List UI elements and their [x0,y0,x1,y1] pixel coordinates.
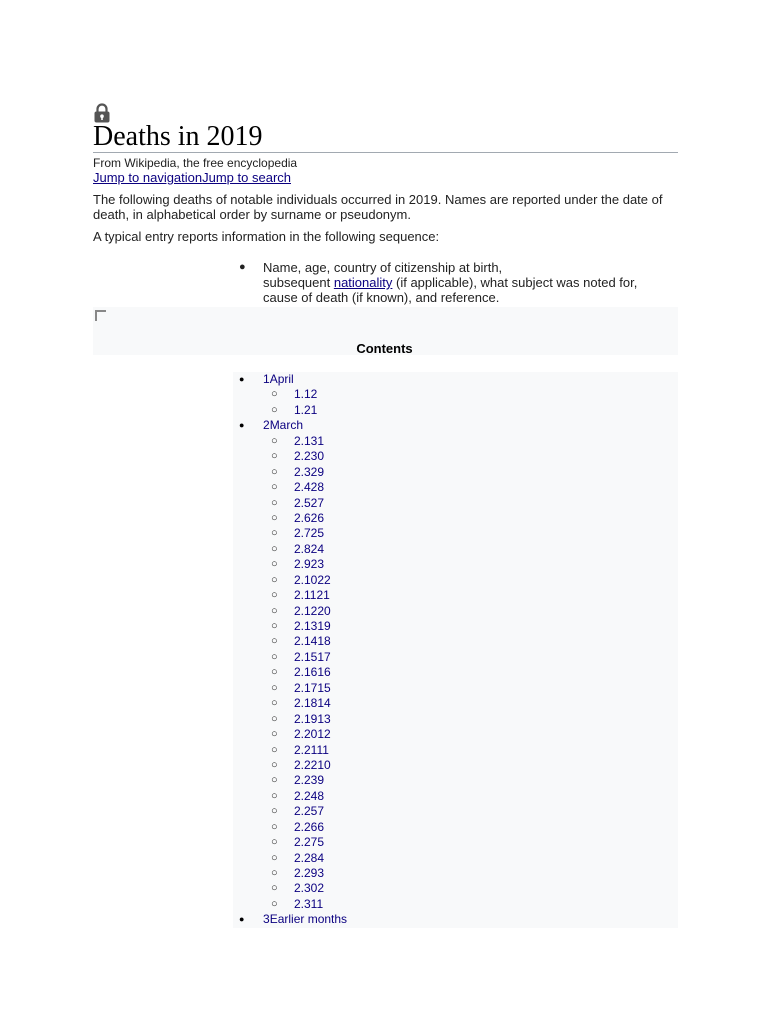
toc-sub-bullet: ○ [271,635,278,648]
toc-sub-bullet: ○ [271,712,278,725]
toc-subitem[interactable] [233,758,678,773]
toc-subitem-label[interactable]: 1.12 [294,387,318,402]
toc-subitem-label[interactable]: 2.428 [294,480,325,495]
toc-subitem-label[interactable]: 2.1814 [294,696,331,711]
jump-to-navigation-link[interactable]: Jump to navigation [93,170,203,185]
toc-sub-bullet: ○ [271,697,278,710]
toc-subitem[interactable] [233,773,678,788]
toc-bullet: ● [239,374,245,384]
toc-subitem[interactable] [233,881,678,896]
toc-number: 3 [263,912,270,927]
toc-sub-bullet: ○ [271,882,278,895]
toc-subitem-label[interactable]: 2.1022 [294,572,331,587]
toc-subitem-label[interactable]: 2.1913 [294,711,331,726]
toc-sub-bullet: ○ [271,481,278,494]
toc-subitem[interactable] [233,588,678,603]
intro-text [93,192,678,244]
toc-subitem-label[interactable]: 2.1418 [294,634,331,649]
toc-sub-bullet: ○ [271,589,278,602]
toc-sub-bullet: ○ [271,388,278,401]
toc-label: Earlier months [269,912,348,927]
toc-number: 1 [263,372,270,386]
toc-sub-bullet: ○ [271,450,278,463]
toc-subitem[interactable] [233,681,678,696]
toc-subitem[interactable] [233,804,678,819]
toc-subitem[interactable] [233,897,678,912]
toc-subitem-label[interactable]: 1.21 [294,402,318,417]
toc-subitem[interactable] [233,789,678,804]
toc-sub-bullet: ○ [271,496,278,509]
toc-subitem[interactable] [233,696,678,711]
toc-sub-bullet: ○ [271,620,278,632]
toc-subitem[interactable] [233,866,678,881]
toc-item[interactable] [233,418,678,433]
toc-sub-bullet: ○ [271,789,278,802]
nationality-link[interactable]: nationality [333,275,393,290]
toc-sub-bullet: ○ [271,743,278,756]
toc-subitem-label[interactable]: 2.329 [294,464,325,479]
list-bullet: ● [239,261,246,273]
toc-sub-bullet: ○ [271,542,278,555]
toc-title: Contents [356,341,413,356]
entry-format-suffix: (if applicable), what subject was noted for, cause of death (if known), and reference. [263,275,638,305]
entry-format-list [239,260,663,305]
toc-sub-bullet: ○ [271,851,278,864]
toc-sub-bullet: ○ [271,805,278,818]
page-title: Deaths in 2019 [93,121,263,152]
toc-sub-bullet: ○ [271,867,278,879]
toc-sub-bullet: ○ [271,403,278,416]
toc-sub-bullet: ○ [271,527,278,540]
toc-subitem[interactable] [233,434,678,449]
toc-subitem[interactable] [233,387,678,402]
toc-subitem[interactable] [233,573,678,588]
toc-subitem-label[interactable]: 2.275 [294,835,325,850]
toc-subitem-label[interactable]: 2.2210 [294,757,331,772]
toc-item-label[interactable] [263,418,303,433]
toc-bullet: ● [239,420,245,431]
toc-subitem[interactable] [233,480,678,495]
toc-subitem-label[interactable]: 2.248 [294,788,325,803]
toc-sub-bullet: ○ [271,465,278,478]
toc-subitem-label[interactable]: 2.626 [294,510,325,525]
toc-item[interactable] [233,912,678,927]
toc-subitem-label[interactable]: 2.293 [294,866,325,880]
toc-item[interactable] [233,372,678,387]
toc-subitem[interactable] [233,650,678,665]
toc-sub-bullet: ○ [271,820,278,833]
toc-subitem-label[interactable]: 2.1220 [294,603,331,618]
toc-subitem[interactable] [233,449,678,464]
toc-subitem[interactable] [233,665,678,680]
toc-subitem[interactable] [233,465,678,480]
toc-list [233,372,678,928]
toc-subitem[interactable] [233,496,678,511]
toc-sub-bullet: ○ [271,558,278,571]
toc-subitem[interactable] [233,619,678,634]
toc-item-label[interactable] [263,372,294,387]
toc-number: 2 [263,418,270,433]
toc-sub-bullet: ○ [271,604,278,617]
site-tagline: From Wikipedia, the free encyclopedia [93,156,298,170]
toc-subitem-label[interactable]: 2.266 [294,819,325,834]
toc-sub-bullet: ○ [271,681,278,694]
toc-subitem-label[interactable]: 2.2012 [294,727,331,742]
title-divider [93,152,678,153]
toc-subitem-label[interactable]: 2.230 [294,449,325,464]
toc-subitem[interactable] [233,403,678,418]
toc-header-box [93,307,678,355]
entry-format-item [263,260,663,305]
toc-subitem[interactable] [233,511,678,526]
toc-toggle-icon[interactable] [95,310,106,321]
toc-subitem-label[interactable]: 2.1715 [294,680,331,695]
toc-bullet: ● [239,914,245,925]
toc-subitem-label[interactable]: 2.302 [294,881,325,896]
toc-subitem[interactable] [233,727,678,742]
toc-subitem-label[interactable]: 2.1517 [294,649,331,664]
toc-subitem-label[interactable]: 2.923 [294,557,325,572]
toc-subitem-label[interactable]: 2.1121 [294,588,330,603]
toc-subitem-label[interactable]: 2.1319 [294,619,331,633]
toc-subitem[interactable] [233,835,678,850]
toc-subitem[interactable] [233,712,678,727]
toc-subitem[interactable] [233,542,678,557]
toc-subitem[interactable] [233,743,678,758]
toc-sub-bullet: ○ [271,573,278,586]
toc-label: March [269,418,304,433]
toc-sub-bullet: ○ [271,650,278,663]
toc-subitem[interactable] [233,851,678,866]
toc-subitem[interactable] [233,557,678,572]
toc-sub-bullet: ○ [271,774,278,787]
toc-item-label[interactable] [263,912,347,927]
toc-sub-bullet: ○ [271,758,278,771]
toc-subitem-label[interactable]: 2.2111 [294,742,329,757]
toc-subitem-label[interactable]: 2.131 [294,433,325,448]
toc-subitem[interactable] [233,634,678,649]
toc-sub-bullet: ○ [271,666,278,679]
toc-subitem-label[interactable]: 2.725 [294,526,325,541]
entry-format-line-1: Name, age, country of citizenship at birth, [263,260,503,275]
intro-paragraph-2: A typical entry reports information in the following sequence: [93,229,440,244]
entry-format-prefix: subsequent [263,275,334,290]
toc-subitem-label[interactable]: 2.239 [294,773,325,788]
jump-to-search-link[interactable]: Jump to search [202,170,291,185]
toc-sub-bullet: ○ [271,836,278,849]
toc-subitem-label[interactable]: 2.257 [294,804,325,819]
toc-subitem-label[interactable]: 2.311 [294,896,324,911]
toc-subitem-label[interactable]: 2.284 [294,850,325,865]
toc-subitem[interactable] [233,820,678,835]
toc-subitem-label[interactable]: 2.1616 [294,665,331,680]
toc-sub-bullet: ○ [271,728,278,741]
toc-sub-bullet: ○ [271,434,278,447]
toc-subitem-label[interactable]: 2.527 [294,495,325,510]
toc-sub-bullet: ○ [271,897,278,910]
toc-subitem[interactable] [233,604,678,619]
toc-label: April [269,372,294,386]
jump-links [93,170,291,185]
intro-paragraph-1: The following deaths of notable individuals occurred in 2019. Names are reported under the date of death, in alphabetical order by surname or pseudonym. [93,192,663,222]
toc-sub-bullet: ○ [271,511,278,524]
toc-subitem-label[interactable]: 2.824 [294,541,325,556]
toc-subitem[interactable] [233,526,678,541]
